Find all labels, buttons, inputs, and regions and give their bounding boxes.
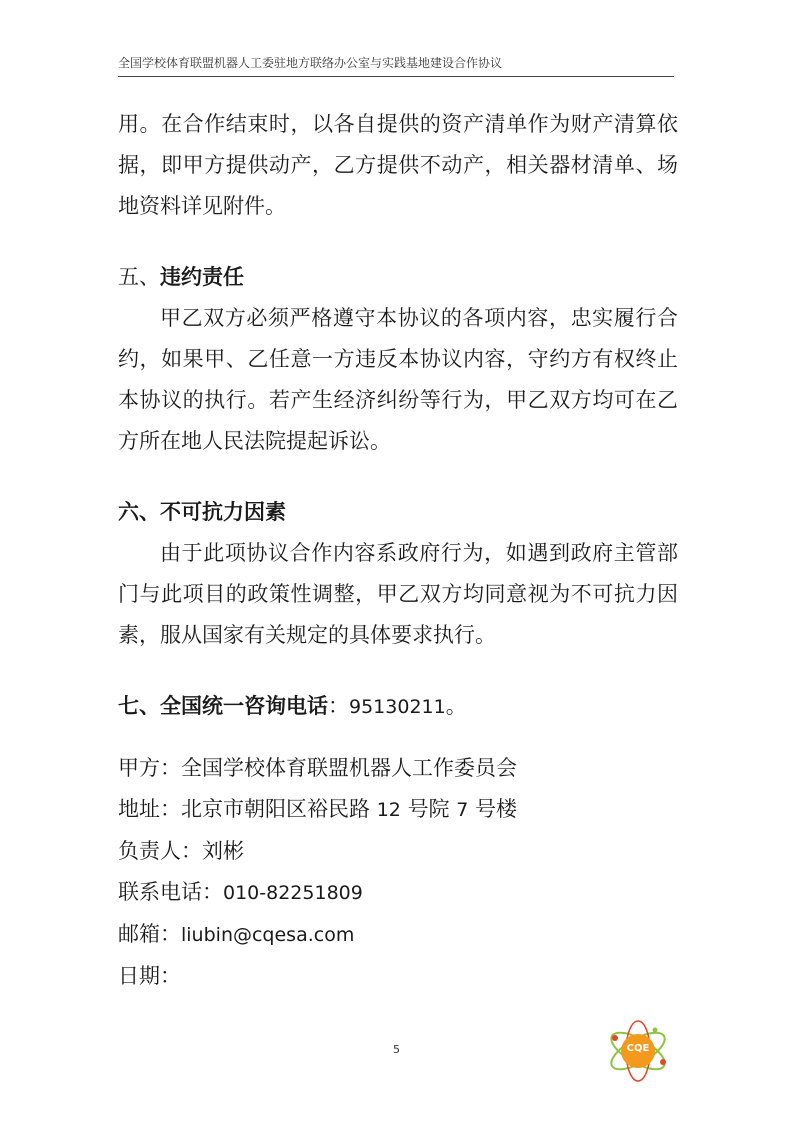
person-label: 负责人：: [118, 839, 202, 863]
page-header: [118, 54, 674, 77]
email-line: [118, 914, 678, 956]
consult-phone: 95130211: [349, 696, 446, 718]
date-line: [118, 956, 678, 997]
intro-paragraph: 用。在合作结束时，以各自提供的资产清单作为财产清算依据，即甲方提供动产，乙方提供不动产，相关器材清单、场地资料详见附件。: [118, 112, 678, 218]
party-a-line: [118, 748, 678, 789]
section6-body: 由于此项协议合作内容系政府行为，如遇到政府主管部门与此项目的政策性调整，甲乙双方均同意视为不可抗力因素，服从国家有关规定的具体要求执行。: [118, 541, 678, 647]
document-body: [118, 104, 678, 997]
page-number: 5: [393, 1043, 400, 1056]
section5-heading: [118, 256, 678, 298]
section6-heading: [118, 491, 678, 533]
phone-label: 联系电话：: [118, 880, 223, 904]
phone-line: [118, 872, 678, 914]
date-label: 日期：: [118, 964, 181, 988]
section5-title: 违约责任: [160, 264, 244, 289]
section7-heading: [118, 685, 678, 728]
address-num2: 7: [456, 799, 469, 821]
section7-colon: ：: [328, 694, 349, 718]
section7-end: 。: [445, 694, 467, 718]
contact-phone: 010-82251809: [223, 882, 363, 904]
person-name: 刘彬: [202, 839, 244, 863]
address-part2: 号院: [407, 797, 450, 821]
section6-title: 六、不可抗力因素: [118, 499, 286, 524]
party-a-name: 全国学校体育联盟机器人工作委员会: [181, 756, 517, 780]
email-label: 邮箱：: [118, 922, 181, 946]
header-title: 全国学校体育联盟机器人工委驻地方联络办公室与实践基地建设合作协议: [118, 56, 503, 70]
person-line: [118, 831, 678, 872]
address-line: [118, 789, 678, 831]
address-label: 地址：: [118, 797, 181, 821]
address-part3: 号楼: [475, 797, 518, 821]
address-part1: 北京市朝阳区裕民路: [181, 797, 370, 821]
logo-text: CQE: [626, 1043, 650, 1054]
section5-prefix: 五、: [118, 265, 160, 289]
section7-title: 七、全国统一咨询电话: [118, 693, 328, 718]
contact-email: liubin@cqesa.com: [181, 924, 355, 946]
section5-body: 甲乙双方必须严格遵守本协议的各项内容，忠实履行合约，如果甲、乙任意一方违反本协议内容，守约方有权终止本协议的执行。若产生经济纠纷等行为，甲乙双方均可在乙方所在地人民法院提起诉讼。: [118, 306, 678, 453]
party-a-label: 甲方：: [118, 756, 181, 780]
address-num1: 12: [376, 799, 401, 821]
